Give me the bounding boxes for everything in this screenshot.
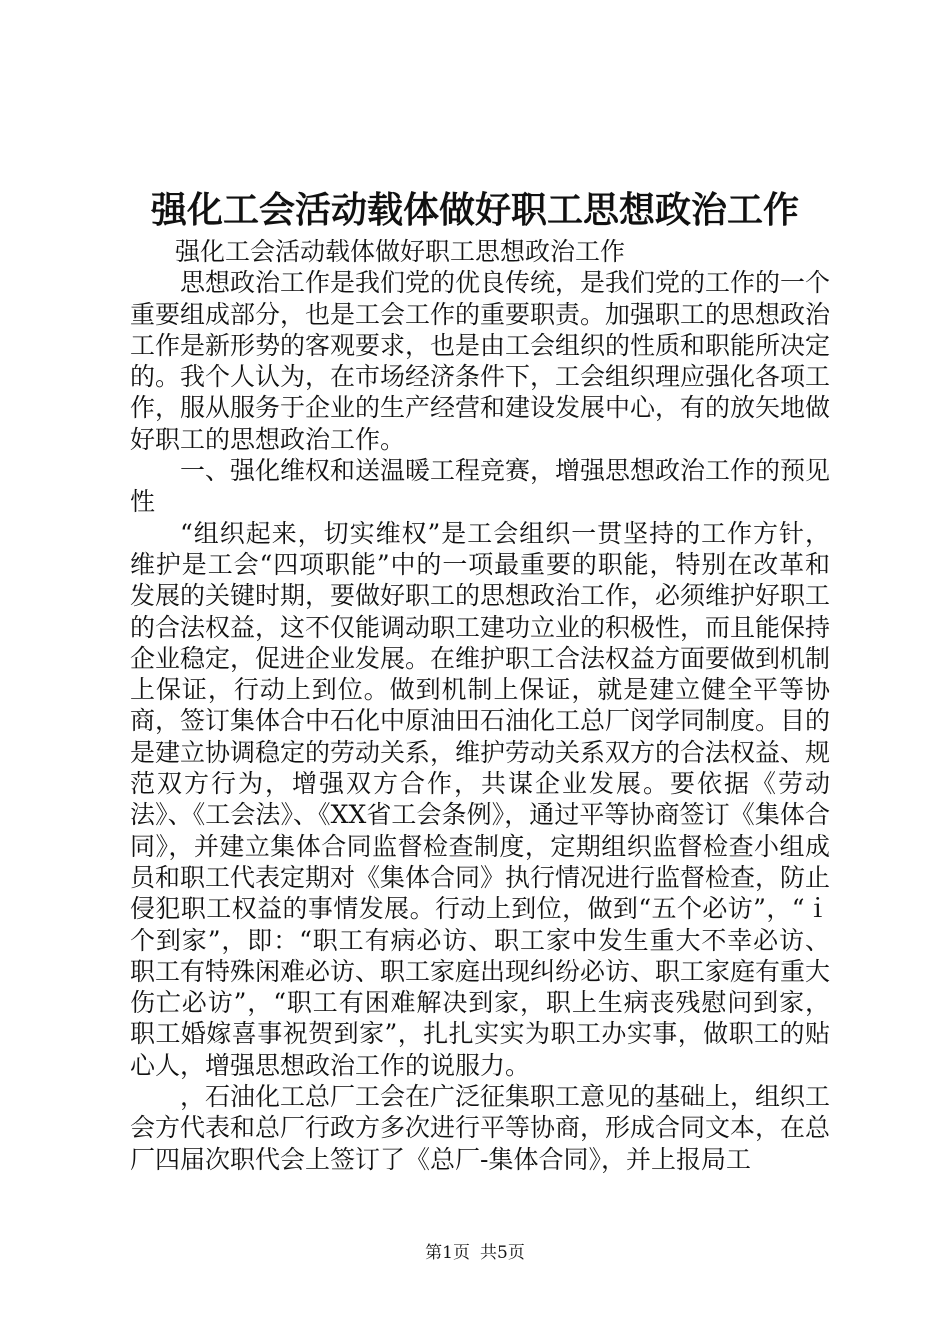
page-number: 第1页 xyxy=(425,1243,470,1263)
document-title: 强化工会活动载体做好职工思想政治工作 xyxy=(150,189,799,231)
paragraph-rights: “组织起来，切实维权”是工会组织一贯坚持的工作方针，维护是工会“四项职能”中的一项最重要的职能，特别在改革和发展的关键时期，要做好职工的思想政治工作，必须维护好职工的合法权益，这不仅能调动职工建功立业的积极性，而且能保持企业稳定，促进企业发展。在维护职工合法权益方面要做到机制上保证，行动上到位。做到机制上保证，就是建立健全平等协商，签订集体合中石化中原油田石油化工总厂闵学同制度。目的是建立协调稳定的劳动关系，维护劳动关系双方的合法权益、规范双方行为，增强双方合作，共谋企业发展。要依据《劳动法》、《工会法》、《XX省工会条例》，通过平等协商签订《集体合同》，并建立集体合同监督检查制度，定期组织监督检查小组成员和职工代表定期对《集体合同》执行情况进行监督检查，防止侵犯职工权益的事情发展。行动上到位，做到“五个必访”，“ｉ个到家”，即：“职工有病必访、职工家中发生重大不幸必访、职工有特殊闲难必访、职工家庭出现纠纷必访、职工家庭有重大伤亡必访”，“职工有困难解决到家，职上生病丧残慰问到家，职工婚嫁喜事祝贺到家”，扎扎实实为职工办实事，做职工的贴心人，增强思想政治工作的说服力。 xyxy=(130,518,831,1080)
section-heading-1: 一、强化维权和送温暖工程竞赛，增强思想政治工作的预见性 xyxy=(130,456,831,517)
document-subtitle: 强化工会活动载体做好职工思想政治工作 xyxy=(175,237,626,266)
document-body xyxy=(130,236,830,1175)
page-total: 共5页 xyxy=(480,1243,525,1263)
paragraph-intro: 思想政治工作是我们党的优良传统，是我们党的工作的一个重要组成部分，也是工会工作的重要职责。加强职工的思想政治工作是新形势的客观要求，也是由工会组织的性质和职能所决定的。我个人认为，在市场经济条件下，工会组织理应强化各项工作，服从服务于企业的生产经营和建设发展中心，有的放矢地做好职工的思想政治工作。 xyxy=(130,268,831,454)
page-footer xyxy=(0,1241,950,1265)
paragraph-union-contract: ，石油化工总厂工会在广泛征集职工意见的基础上，组织工会方代表和总厂行政方多次进行平等协商，形成合同文本，在总厂四届次职代会上签订了《总厂-集体合同》，并上报局工 xyxy=(130,1082,831,1174)
